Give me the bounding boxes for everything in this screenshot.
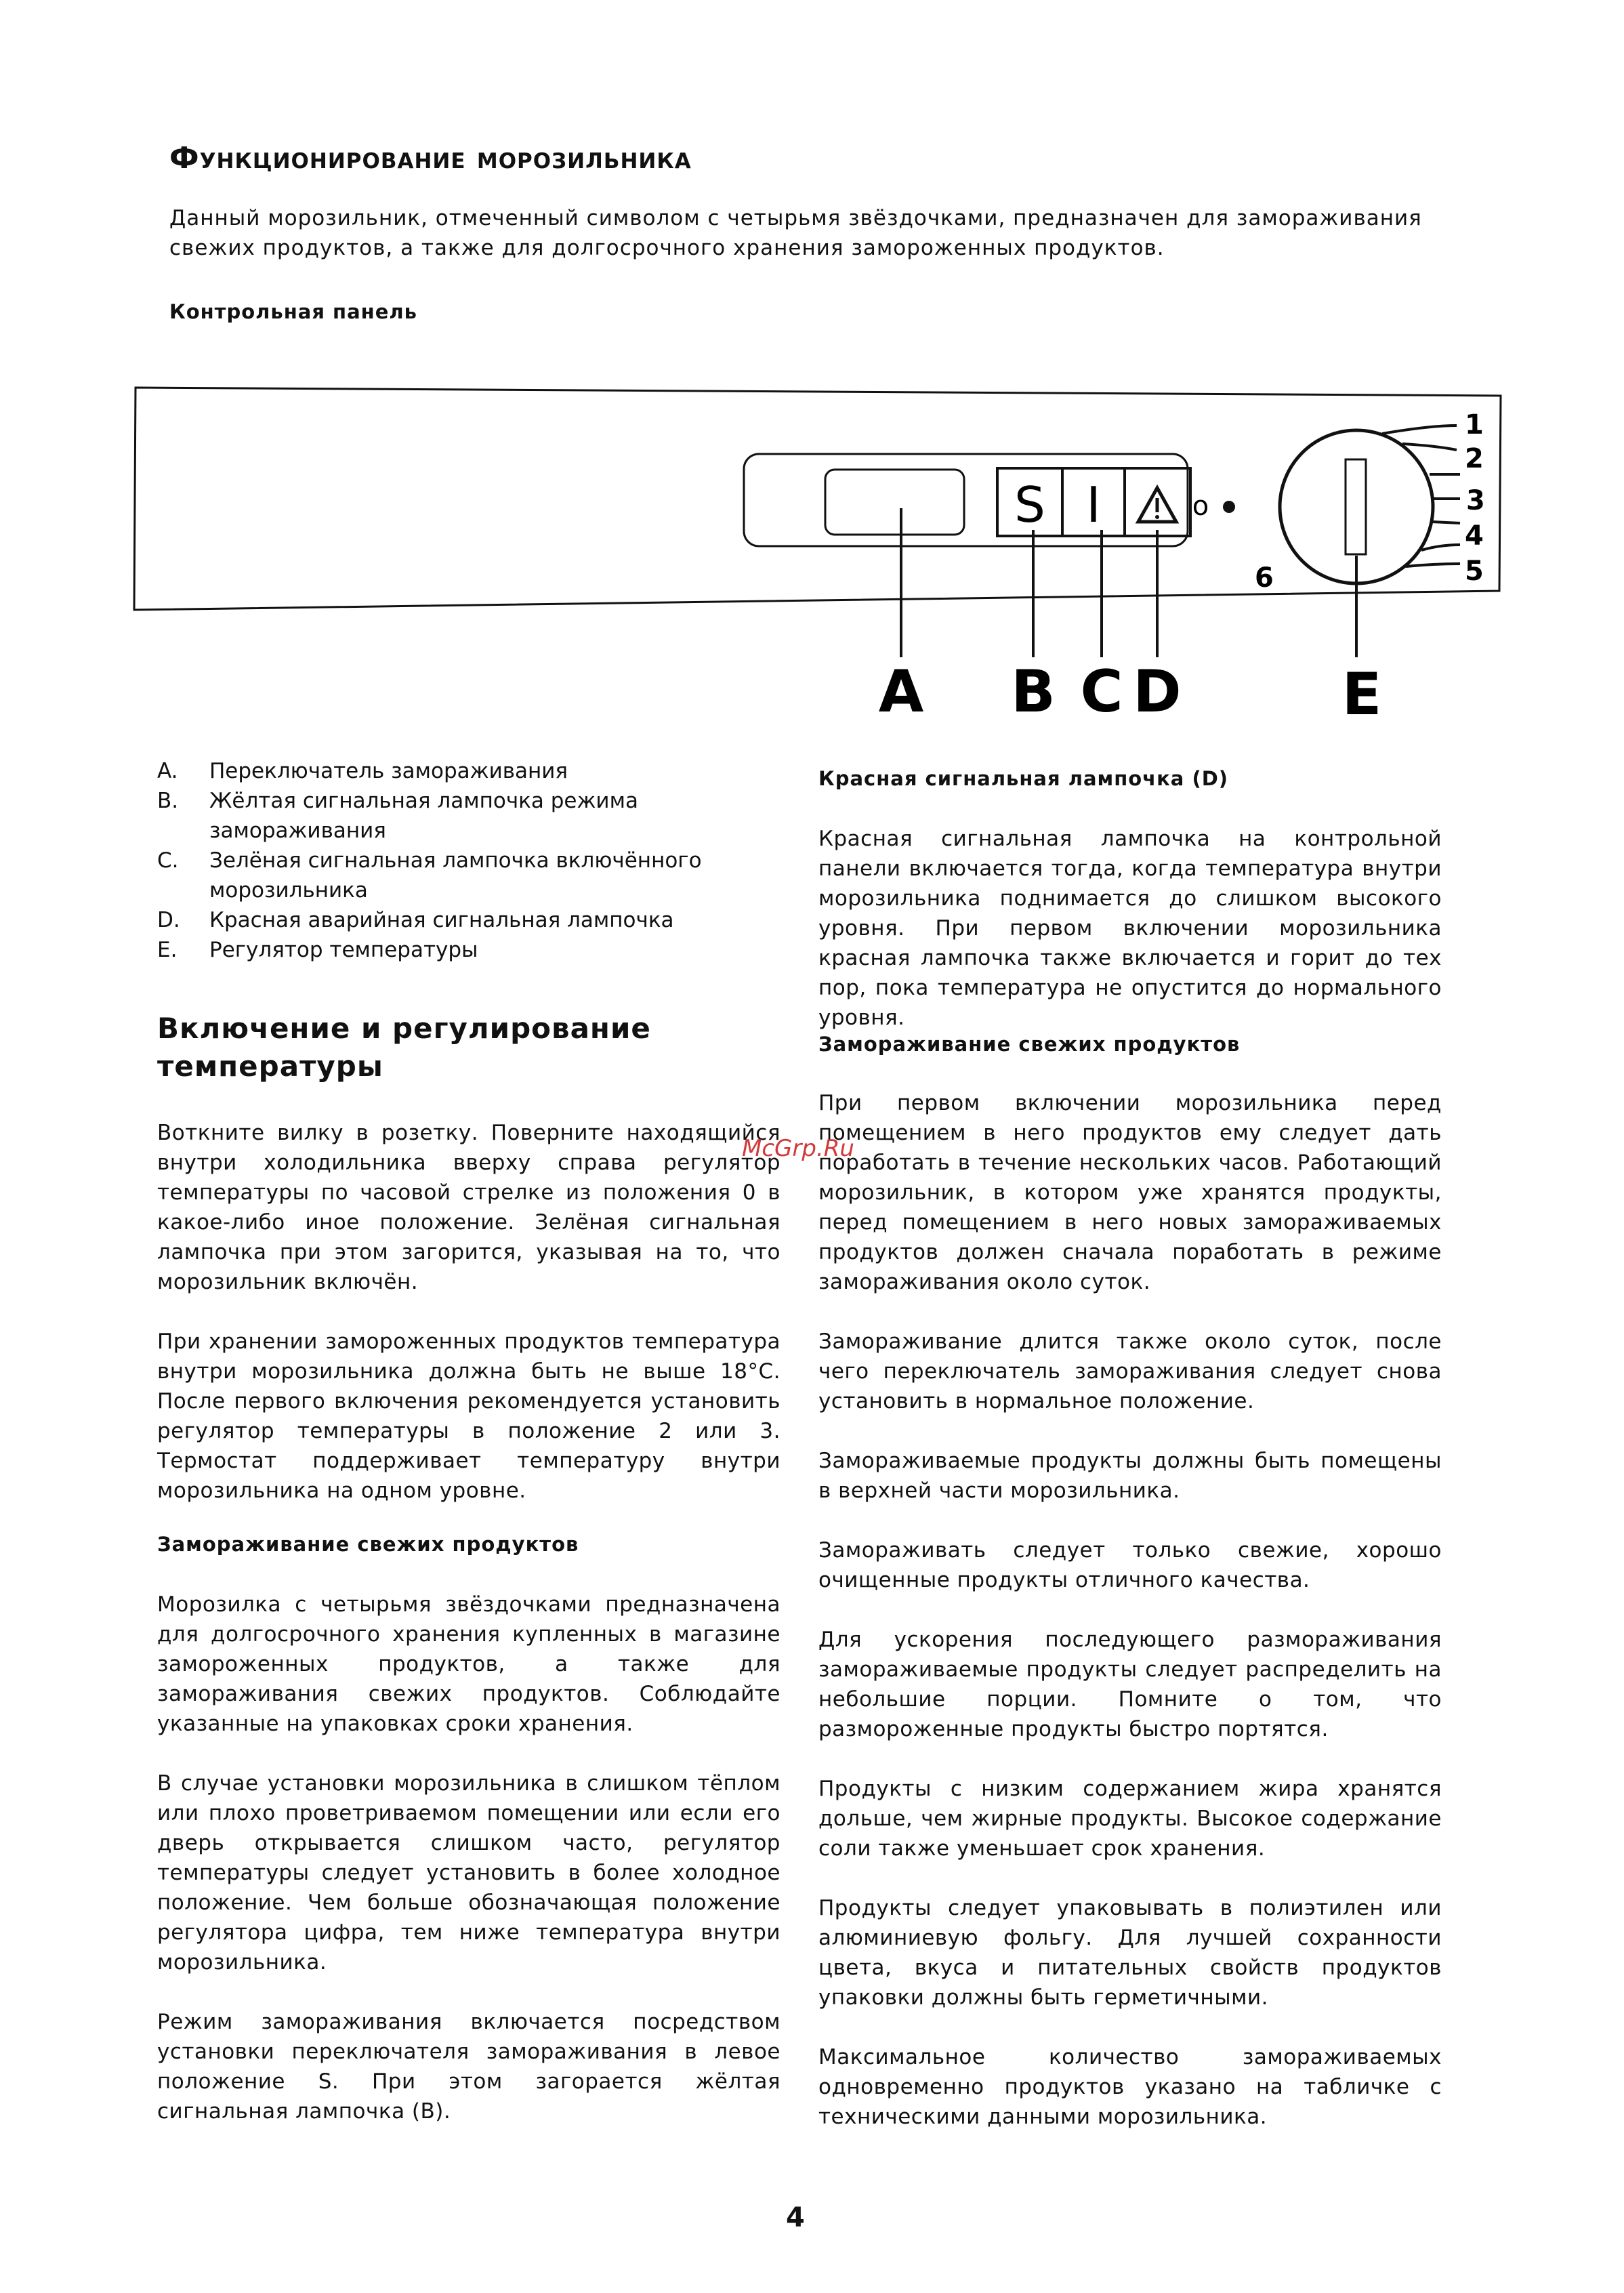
legend-text: Переключатель замораживания (209, 759, 568, 783)
dial-number: 6 (1255, 562, 1274, 594)
label-c: C (1080, 658, 1123, 726)
watermark: McGrp.Ru (742, 1135, 854, 1162)
right-paragraph: Замораживаемые продукты должны быть помещены в верхней части морозильника. (818, 1449, 1442, 1503)
legend-text: Регулятор температуры (209, 938, 478, 962)
freeze-switch (825, 470, 964, 535)
left-column-lower (157, 1590, 780, 2126)
right-paragraph: Продукты следует упаковывать в полиэтилен или алюминиевую фольгу. Для лучшей сохранности цвета, вкуса и питательных свойств продуктов упаковки должны быть герметичными. (818, 1896, 1442, 2010)
right-column-upper (818, 824, 1442, 1033)
right-heading-freezing: Замораживание свежих продуктов (818, 1033, 1241, 1056)
legend-key: D. (157, 908, 180, 932)
left-column-upper (157, 1118, 780, 1506)
legend-item (157, 756, 780, 786)
left-paragraph: Воткните вилку в розетку. Поверните находящийся внутри холодильника вверху справа регулятор температуры по часовой стрелке из положения 0 в какое-либо иное положение. Зелёная сигнальная лампочка при этом загорится, указывая на то, что морозильник включён. (157, 1121, 780, 1294)
right-paragraph: Продукты с низким содержанием жира хранятся дольше, чем жирные продукты. Высокое содержание соли также уменьшает срок хранения. (818, 1777, 1442, 1861)
panel-heading: Контрольная панель (169, 300, 417, 323)
legend-key: E. (157, 938, 178, 962)
legend-text: Зелёная сигнальная лампочка включённого морозильника (209, 848, 702, 903)
legend-item (157, 786, 780, 846)
right-paragraph: Замораживание длится также около суток, после чего переключатель замораживания следует снова установить в нормальное положение. (818, 1329, 1442, 1413)
leader-lines (901, 508, 1356, 657)
label-a: A (878, 658, 924, 726)
legend-item (157, 905, 780, 935)
left-paragraph: В случае установки морозильника в слишком тёплом или плохо проветриваемом помещении или если его дверь открывается слишком часто, регулятор температуры следует установить в более холодное положение. Чем больше обозначающая положение регулятора цифра, тем ниже температура внутри морозильника. (157, 1771, 780, 1975)
left-paragraph: Морозилка с четырьмя звёздочками предназначена для долгосрочного хранения купленных в магазине замороженных продуктов, а также для замораживания свежих продуктов. Соблюдайте указанные на упаковках сроки хранения. (157, 1592, 780, 1736)
label-d: D (1133, 658, 1182, 726)
zero-mark: o (1192, 491, 1209, 522)
position-dot (1223, 501, 1235, 513)
right-heading-red-lamp: Красная сигнальная лампочка (D) (818, 767, 1229, 790)
legend-item (157, 935, 780, 965)
diagram-labels (879, 658, 1382, 728)
intro-paragraph: Данный морозильник, отмеченный символом с четырьмя звёздочками, предназначен для замораживания свежих продуктов, а также для долгосрочного хранения замороженных продуктов. (169, 206, 1422, 260)
dial-number: 4 (1465, 520, 1484, 552)
left-heading: Включение и регулирование температуры (157, 1012, 651, 1083)
legend-key: B. (157, 789, 179, 813)
indicator-i-label: I (1086, 476, 1101, 533)
warning-triangle-icon (1138, 488, 1176, 522)
legend-text: Красная аварийная сигнальная лампочка (209, 908, 674, 932)
right-paragraph: Красная сигнальная лампочка на контрольной панели включается тогда, когда температура внутри морозильника поднимается до слишком высокого уровня. При первом включении морозильника красная лампочка также включается и горит до тех пор, пока температура не опустится до нормального уровня. (818, 827, 1442, 1030)
right-column-lower (818, 1088, 1442, 2132)
legend-key: A. (157, 759, 178, 783)
right-paragraph: Для ускорения последующего размораживания замораживаемые продукты следует распределить на небольшие порции. Помните о том, что размороженные продукты быстро портятся. (818, 1628, 1442, 1741)
panel-frame (134, 388, 1501, 610)
dial-number: 1 (1465, 409, 1484, 440)
dial-grip (1346, 459, 1366, 554)
legend-item (157, 846, 780, 905)
indicator-s-label: S (1014, 476, 1045, 533)
left-paragraph: При хранении замороженных продуктов температура внутри морозильника должна быть не выше 18°C. После первого включения рекомендуется установить регулятор температуры в положение 2 или 3. Термостат поддерживает температуру внутри морозильника на одном уровне. (157, 1329, 780, 1503)
dial-number: 3 (1466, 485, 1485, 516)
label-b: B (1011, 658, 1056, 726)
left-subheading: Замораживание свежих продуктов (157, 1533, 579, 1556)
legend-text: Жёлтая сигнальная лампочка режима замораживания (209, 789, 638, 843)
right-paragraph: При первом включении морозильника перед помещением в него продуктов ему следует дать поработать в течение нескольких часов. Работающий морозильник, в котором уже хранятся продукты, перед помещением в него новых замораживаемых продуктов должен сначала поработать в режиме замораживания около суток. (818, 1091, 1442, 1294)
dial-numbers (1255, 409, 1485, 594)
right-paragraph: Замораживать следует только свежие, хорошо очищенные продукты отличного качества. (818, 1538, 1442, 1592)
page-number: 4 (786, 2202, 805, 2233)
legend-key: C. (157, 848, 179, 873)
right-paragraph: Максимальное количество замораживаемых одновременно продуктов указано на табличке с техническими данными морозильника. (818, 2045, 1442, 2129)
legend-list (157, 756, 780, 965)
dial-number: 2 (1465, 443, 1484, 474)
dial-number: 5 (1465, 556, 1484, 587)
page-title: Функционирование морозильника (169, 141, 692, 175)
label-e: E (1341, 661, 1382, 728)
control-panel-diagram (129, 379, 1511, 745)
left-paragraph: Режим замораживания включается посредством установки переключателя замораживания в левое положение S. При этом загорается жёлтая сигнальная лампочка (B). (157, 2010, 780, 2124)
